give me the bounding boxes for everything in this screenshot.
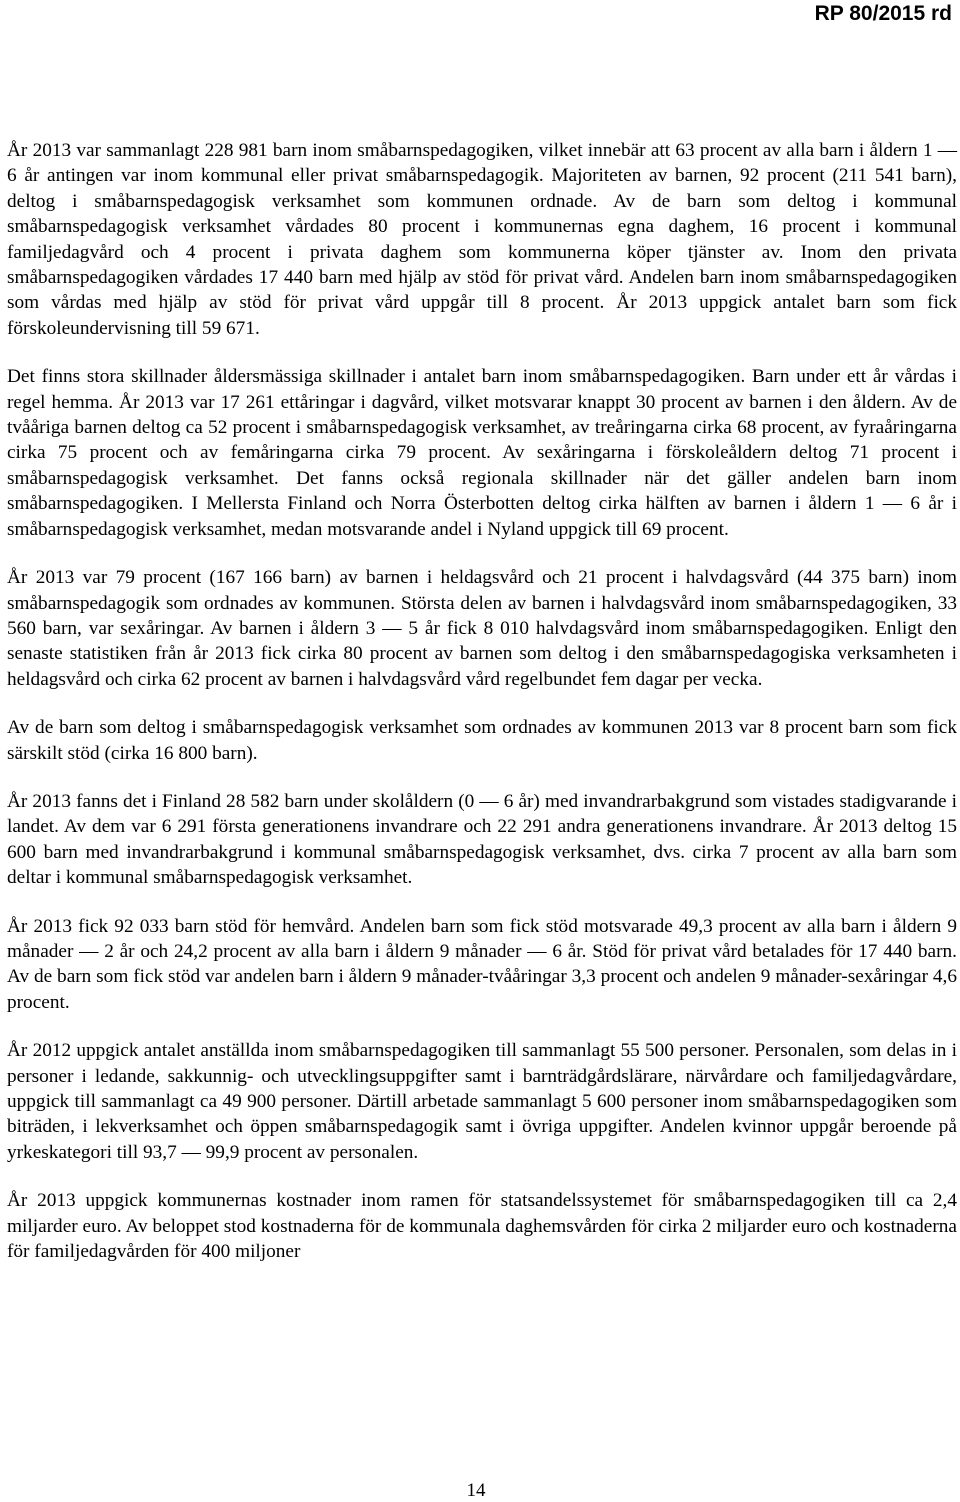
paragraph: År 2013 var 79 procent (167 166 barn) av barnen i heldagsvård och 21 procent i halvdagsvård (44 375 barn) inom småbarnspedagogik som ordnades av kommunen. Största delen av barnen i halvdagsvård inom småbarnspedagogiken, 33 560 barn, var sexåringar. Av barnen i åldern 3 — 5 år fick 8 010 halvdagsvård inom småbarnspedagogiken. Enligt den senaste statistiken från år 2013 fick cirka 80 procent av barnen som deltog i den småbarnspedagogiska verksamheten i heldagsvård och cirka 62 procent av barnen i halvdagsvård vård regelbundet fem dagar per vecka. xyxy=(7,567,957,690)
paragraph: Det finns stora skillnader åldersmässiga skillnader i antalet barn inom småbarnspedagogiken. Barn under ett år vårdas i regel hemma. År 2013 var 17 261 ettåringar i dagvård, vilket motsvarar knappt 30 procent av barnen i den åldern. Av de tvååriga barnen deltog ca 52 procent i småbarnspedagogisk verksamhet, av treåringarna cirka 68 procent, av fyraåringarna cirka 75 procent och av femåringarna cirka 79 procent. Av sexåringarna i förskoleåldern deltog 71 procent i småbarnspedagogisk verksamhet. Det fanns också regionala skillnader när det gäller andelen barn inom småbarnspedagogiken. I Mellersta Finland och Norra Österbotten deltog cirka hälften av barnen i åldern 1 — 6 år i småbarnspedagogisk verksamhet, medan motsvarande andel i Nyland uppgick till 69 procent. xyxy=(7,366,957,540)
paragraph: År 2013 uppgick kommunernas kostnader inom ramen för statsandelssystemet för småbarnspedagogiken till ca 2,4 miljarder euro. Av beloppet stod kostnaderna för de kommunala daghemsvården för cirka 2 miljarder euro och kostnaderna för familjedagvården för 400 miljoner xyxy=(7,1190,957,1263)
body-text xyxy=(7,138,957,1287)
document-id-header: RP 80/2015 rd xyxy=(814,2,952,25)
paragraph: Av de barn som deltog i småbarnspedagogisk verksamhet som ordnades av kommunen 2013 var 8 procent barn som fick särskilt stöd (cirka 16 800 barn). xyxy=(7,717,957,764)
paragraph: År 2013 fanns det i Finland 28 582 barn under skolåldern (0 — 6 år) med invandrarbakgrund som vistades stadigvarande i landet. Av dem var 6 291 första generationens invandrare och 22 291 andra generationens invandrare. År 2013 deltog 15 600 barn med invandrarbakgrund i kommunal småbarnspedagogisk verksamhet, dvs. cirka 7 procent av alla barn som deltar i kommunal småbarnspedagogisk verksamhet. xyxy=(7,790,957,889)
paragraph: År 2012 uppgick antalet anställda inom småbarnspedagogiken till sammanlagt 55 500 personer. Personalen, som delas in i personer i ledande, sakkunnig- och utvecklingsuppgifter samt i barnträdgårdslärare, närvårdare och familjedagvårdare, uppgick till sammanlagt ca 49 900 personer. Därtill arbetade sammanlagt 5 600 personer inom småbarnspedagogiken som biträden, i lekverksamhet och öppen småbarnspedagogik samt i övriga uppgifter. Andelen kvinnor uppgår beroende på yrkeskategori till 93,7 — 99,9 procent av personalen. xyxy=(7,1040,957,1163)
page-number: 14 xyxy=(466,1480,486,1501)
paragraph: År 2013 var sammanlagt 228 981 barn inom småbarnspedagogiken, vilket innebär att 63 procent av alla barn i åldern 1 — 6 år antingen var inom kommunal eller privat småbarnspedagogik. Majoriteten av barnen, 92 procent (211 541 barn), deltog i småbarnspedagogisk verksamhet som kommunen ordnade. Av de barn som deltog i kommunal småbarnspedagogisk verksamhet vårdades 80 procent i kommunernas egna daghem, 16 procent i kommunal familjedagvård och 4 procent i privata daghem som kommunerna köper tjänster av. Inom den privata småbarnspedagogiken vårdades 17 440 barn med hjälp av stöd för privat vård. Andelen barn inom småbarnspedagogiken som vårdas med hjälp av stöd för privat vård uppgår till 8 procent. År 2013 uppgick antalet barn som fick förskoleundervisning till 59 671. xyxy=(7,140,957,339)
paragraph: År 2013 fick 92 033 barn stöd för hemvård. Andelen barn som fick stöd motsvarade 49,3 procent av alla barn i åldern 9 månader — 2 år och 24,2 procent av alla barn i åldern 9 månader — 6 år. Stöd för privat vård betalades för 17 440 barn. Av de barn som fick stöd var andelen barn i åldern 9 månader-tvååringar 3,3 procent och andelen 9 månader-sexåringar 4,6 procent. xyxy=(7,915,957,1013)
